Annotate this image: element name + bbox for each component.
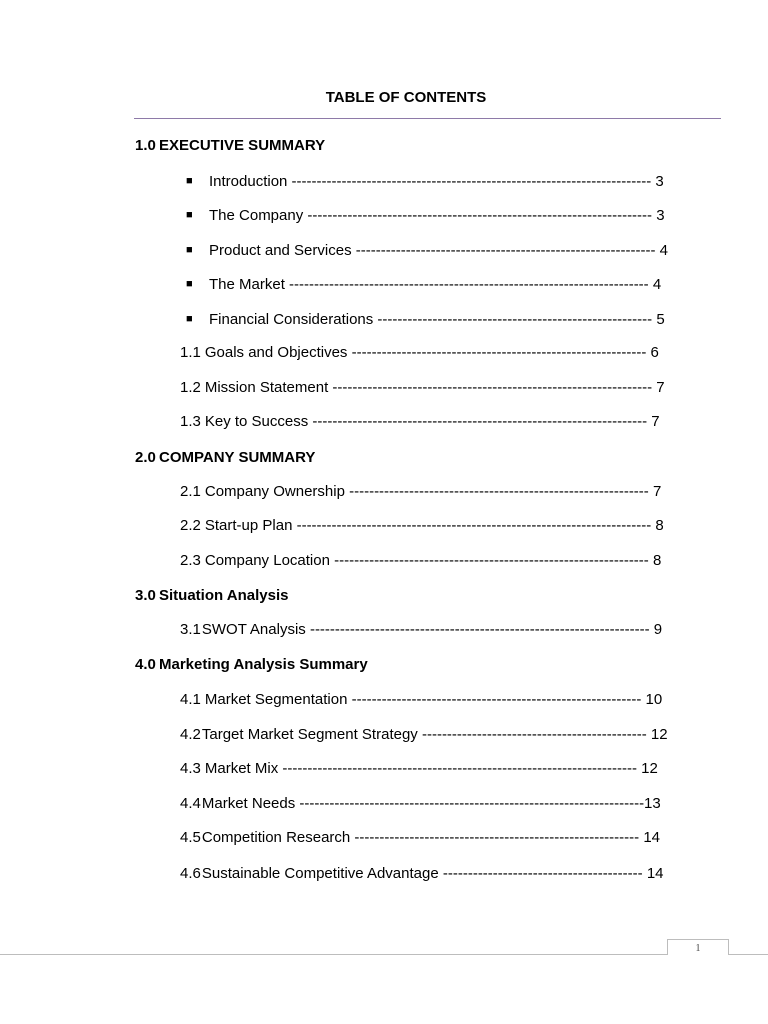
section-heading-1[interactable] [135,136,325,156]
toc-entry-text: Product and Services ------------------------------------------------------------ 4 [209,242,668,259]
toc-entry-text: Mission Statement ---------------------------------------------------------------- 7 [204,379,665,396]
toc-entry-text: Sustainable Competitive Advantage ---------------------------------------- 14 [201,865,664,882]
section-number: 1.0 [135,137,156,154]
toc-entry-4-3[interactable] [180,759,676,779]
toc-entry-text: SWOT Analysis -------------------------------------------------------------------- 9 [201,621,663,638]
entry-number: 4.1 [180,691,201,708]
section-heading-3[interactable] [135,586,288,606]
toc-entry-text: The Company --------------------------------------------------------------------- 3 [209,207,665,224]
toc-entry-4-4[interactable] [180,794,676,814]
entry-number: 1.2 [180,379,201,396]
entry-number: 4.4 [180,795,201,812]
toc-entry-introduction[interactable] [186,171,676,192]
toc-entry-1-2[interactable] [180,378,676,398]
toc-entry-product-services[interactable] [186,240,676,261]
entry-number: 3.1 [180,621,201,638]
footer-rule [0,954,768,955]
section-number: 4.0 [135,656,156,673]
toc-entry-4-5[interactable] [180,828,676,848]
toc-entry-4-6[interactable] [180,864,676,884]
toc-entry-the-company[interactable] [186,205,676,226]
toc-entry-text: Market Segmentation ---------------------------------------------------------- 10 [204,691,663,708]
entry-number: 4.5 [180,829,201,846]
toc-entry-text: Company Ownership ------------------------------------------------------------ 7 [204,483,662,500]
section-label: COMPANY SUMMARY [159,449,316,466]
entry-number: 4.6 [180,865,201,882]
bullet-square-icon: ■ [186,313,193,325]
toc-entry-text: Market Needs ---------------------------------------------------------------------13 [201,795,661,812]
page-number: 1 [667,939,729,955]
toc-entry-text: Goals and Objectives ----------------------------------------------------------- 6 [204,344,659,361]
entry-number: 2.2 [180,517,201,534]
toc-entry-1-1[interactable] [180,343,676,363]
toc-entry-2-2[interactable] [180,516,676,536]
toc-entry-2-3[interactable] [180,551,676,571]
section-heading-2[interactable] [135,448,315,468]
toc-title: TABLE OF CONTENTS [325,89,487,106]
toc-entry-3-1[interactable] [180,620,676,640]
entry-number: 1.1 [180,344,201,361]
toc-entry-text: Market Mix ----------------------------------------------------------------------- 12 [204,760,658,777]
entry-number: 2.3 [180,552,201,569]
section-label: EXECUTIVE SUMMARY [159,137,326,154]
entry-number: 1.3 [180,413,201,430]
entry-number: 2.1 [180,483,201,500]
toc-entry-text: Competition Research --------------------------------------------------------- 14 [201,829,661,846]
bullet-square-icon: ■ [186,278,193,290]
title-underline [134,118,721,119]
toc-entry-text: Start-up Plan ----------------------------------------------------------------------- 8 [204,517,664,534]
section-heading-4[interactable] [135,655,368,675]
section-number: 3.0 [135,587,156,604]
toc-entry-text: Introduction ------------------------------------------------------------------------ 3 [209,173,664,190]
toc-entry-text: Target Market Segment Strategy --------------------------------------------- 12 [201,726,668,743]
toc-entry-text: Company Location --------------------------------------------------------------- 8 [204,552,662,569]
toc-entry-1-3[interactable] [180,412,676,432]
section-label: Situation Analysis [159,587,289,604]
toc-entry-4-1[interactable] [180,690,676,710]
toc-entry-financial-considerations[interactable] [186,309,676,330]
section-number: 2.0 [135,449,156,466]
entry-number: 4.3 [180,760,201,777]
toc-entry-text: The Market ------------------------------------------------------------------------ 4 [209,276,662,293]
toc-entry-the-market[interactable] [186,274,676,295]
bullet-square-icon: ■ [186,175,193,187]
entry-number: 4.2 [180,726,201,743]
bullet-square-icon: ■ [186,209,193,221]
toc-entry-text: Financial Considerations ------------------------------------------------------- 5 [209,311,665,328]
toc-entry-2-1[interactable] [180,482,676,502]
section-label: Marketing Analysis Summary [159,656,368,673]
bullet-square-icon: ■ [186,244,193,256]
toc-entry-4-2[interactable] [180,725,676,745]
toc-entry-text: Key to Success ------------------------------------------------------------------- 7 [204,413,660,430]
